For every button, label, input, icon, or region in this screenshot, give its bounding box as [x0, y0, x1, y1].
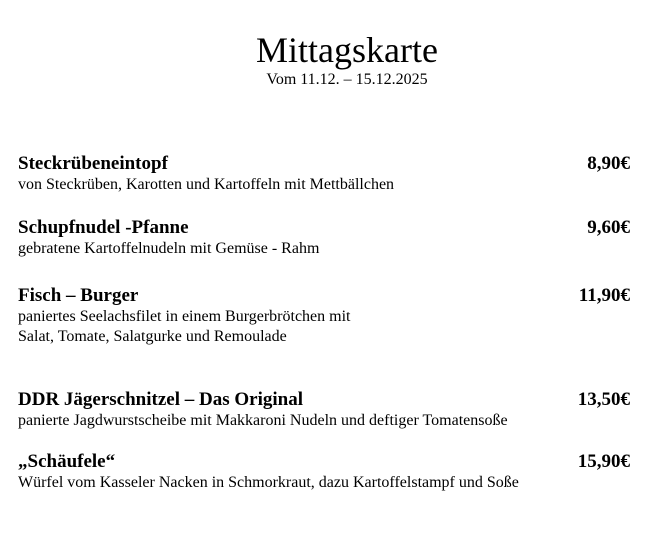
menu-item-description: von Steckrüben, Karotten und Kartoffeln mit Mettbällchen	[18, 176, 395, 193]
menu-item-price: 8,90€	[587, 153, 630, 174]
menu-item-description: gebratene Kartoffelnudeln mit Gemüse - Rahm	[18, 240, 320, 257]
menu-item-name: Fisch – Burger	[18, 285, 139, 306]
menu-item	[18, 451, 630, 493]
menu-item-header	[18, 153, 630, 175]
menu-item	[18, 389, 630, 431]
menu-item-header	[18, 451, 630, 473]
page-title: Mittagskarte	[256, 30, 438, 70]
menu-item-description: panierte Jagdwurstscheibe mit Makkaroni Nudeln und deftiger Tomatensoße	[18, 412, 508, 429]
menu-item-name: Schupfnudel -Pfanne	[18, 217, 189, 238]
menu-item	[18, 285, 630, 347]
menu-item-price: 9,60€	[587, 217, 630, 238]
menu-item-price: 13,50€	[577, 389, 630, 410]
menu-item-header	[18, 389, 630, 411]
menu-item-description: Salat, Tomate, Salatgurke und Remoulade	[18, 328, 287, 345]
menu-item-price: 15,90€	[577, 451, 630, 472]
menu-item-price: 11,90€	[578, 285, 630, 306]
menu-item-name: DDR Jägerschnitzel – Das Original	[18, 389, 303, 410]
menu-header	[0, 30, 668, 89]
menu-item	[18, 153, 630, 195]
menu-item-header	[18, 285, 630, 307]
menu-item	[18, 217, 630, 259]
menu-item-description: paniertes Seelachsfilet in einem Burgerbrötchen mit	[18, 308, 351, 325]
menu-item-name: „Schäufele“	[18, 451, 116, 472]
menu-item-header	[18, 217, 630, 239]
menu-item-description: Würfel vom Kasseler Nacken in Schmorkraut, dazu Kartoffelstampf und Soße	[18, 474, 519, 491]
date-range: Vom 11.12. – 15.12.2025	[266, 71, 428, 88]
menu-item-name: Steckrübeneintopf	[18, 153, 168, 174]
